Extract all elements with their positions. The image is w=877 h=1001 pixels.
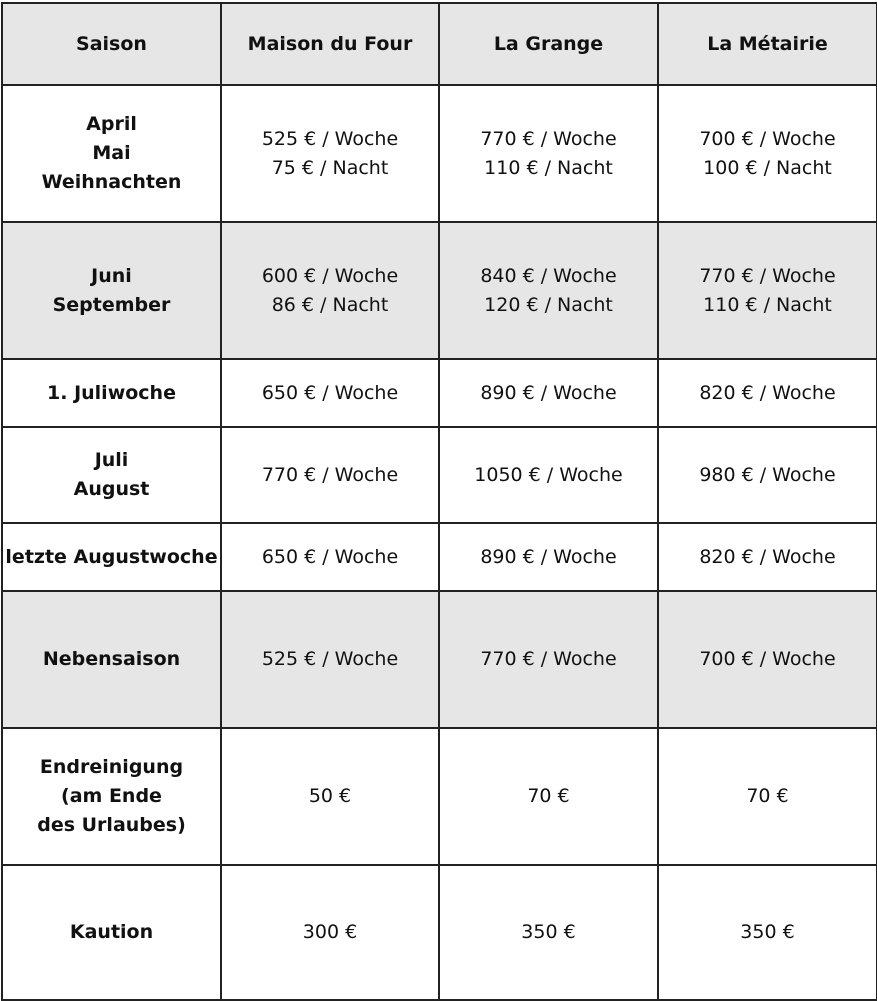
la-grange-price-cell — [439, 85, 658, 222]
maison-du-four-price-cell — [221, 591, 439, 728]
price-line: 980 € / Woche — [699, 463, 836, 486]
la-metairie-price-cell — [658, 427, 877, 523]
season-line: April — [86, 113, 137, 135]
price-line: 70 € — [746, 785, 789, 807]
season-line: Mai — [92, 142, 131, 164]
table-row — [2, 359, 877, 427]
maison-du-four-price-cell — [221, 85, 439, 222]
price-line: 770 € / Woche — [261, 463, 399, 486]
header-la-metairie: La Métairie — [658, 3, 877, 85]
la-metairie-price-cell — [658, 523, 877, 591]
price-table — [1, 2, 877, 1001]
la-grange-price-cell — [439, 523, 658, 591]
price-line: 700 € / Woche — [699, 127, 836, 150]
season-line: August — [73, 478, 150, 500]
season-cell — [2, 728, 221, 865]
la-metairie-price-cell — [658, 359, 877, 427]
la-grange-price-cell — [439, 865, 658, 1000]
price-line: 650 € / Woche — [261, 381, 399, 404]
price-line: 350 € — [740, 921, 795, 943]
la-grange-price-cell — [439, 427, 658, 523]
season-cell — [2, 85, 221, 222]
price-line: 600 € / Woche — [261, 264, 399, 287]
la-grange-price-cell — [439, 728, 658, 865]
price-line: 120 € / Nacht — [484, 293, 613, 316]
price-line: 70 € — [527, 785, 570, 807]
price-line: 820 € / Woche — [699, 381, 836, 404]
price-line: 770 € / Woche — [480, 127, 617, 150]
price-line: 75 € / Nacht — [271, 156, 389, 179]
price-line: 820 € / Woche — [699, 545, 836, 568]
season-line: Weihnachten — [41, 171, 182, 193]
season-line: September — [52, 293, 171, 316]
la-metairie-price-cell — [658, 85, 877, 222]
table-row — [2, 523, 877, 591]
la-metairie-price-cell — [658, 591, 877, 728]
price-line: 840 € / Woche — [480, 264, 617, 287]
header-la-grange: La Grange — [439, 3, 658, 85]
season-line: Endreinigung — [39, 756, 184, 778]
season-line: 1. Juliwoche — [47, 381, 176, 404]
season-cell — [2, 222, 221, 359]
price-line: 770 € / Woche — [480, 648, 617, 670]
header-maison-du-four: Maison du Four — [221, 3, 439, 85]
maison-du-four-price-cell — [221, 865, 439, 1000]
season-line: Juli — [94, 449, 129, 471]
season-cell — [2, 523, 221, 591]
price-line: 525 € / Woche — [261, 127, 399, 150]
season-line: des Urlaubes) — [37, 814, 186, 836]
la-metairie-price-cell — [658, 222, 877, 359]
price-line: 1050 € / Woche — [474, 463, 623, 486]
maison-du-four-price-cell — [221, 222, 439, 359]
la-grange-price-cell — [439, 222, 658, 359]
season-cell — [2, 427, 221, 523]
maison-du-four-price-cell — [221, 523, 439, 591]
table-row — [2, 222, 877, 359]
season-cell — [2, 591, 221, 728]
header-season: Saison — [2, 3, 221, 85]
season-line: Kaution — [69, 921, 154, 943]
table-row — [2, 427, 877, 523]
price-line: 110 € / Nacht — [484, 156, 613, 179]
maison-du-four-price-cell — [221, 728, 439, 865]
price-line: 525 € / Woche — [261, 648, 399, 670]
table-row — [2, 728, 877, 865]
price-line: 890 € / Woche — [480, 381, 617, 404]
price-line: 650 € / Woche — [261, 545, 399, 568]
la-metairie-price-cell — [658, 865, 877, 1000]
season-line: Juni — [91, 264, 132, 287]
season-cell — [2, 359, 221, 427]
maison-du-four-price-cell — [221, 427, 439, 523]
price-line: 100 € / Nacht — [703, 156, 832, 179]
maison-du-four-price-cell — [221, 359, 439, 427]
season-cell — [2, 865, 221, 1000]
table-row — [2, 865, 877, 1000]
la-metairie-price-cell — [658, 728, 877, 865]
table-header-row — [2, 3, 877, 85]
price-line: 300 € — [302, 921, 358, 943]
price-line: 350 € — [521, 921, 576, 943]
price-line: 890 € / Woche — [480, 545, 617, 568]
price-line: 700 € / Woche — [699, 648, 836, 670]
season-line: letzte Augustwoche — [5, 545, 218, 568]
price-line: 110 € / Nacht — [703, 293, 832, 316]
price-line: 770 € / Woche — [699, 264, 836, 287]
price-line: 50 € — [308, 785, 352, 807]
table-row — [2, 85, 877, 222]
la-grange-price-cell — [439, 591, 658, 728]
la-grange-price-cell — [439, 359, 658, 427]
price-line: 86 € / Nacht — [271, 293, 389, 316]
season-line: (am Ende — [61, 785, 162, 807]
season-line: Nebensaison — [42, 648, 181, 670]
table-row — [2, 591, 877, 728]
